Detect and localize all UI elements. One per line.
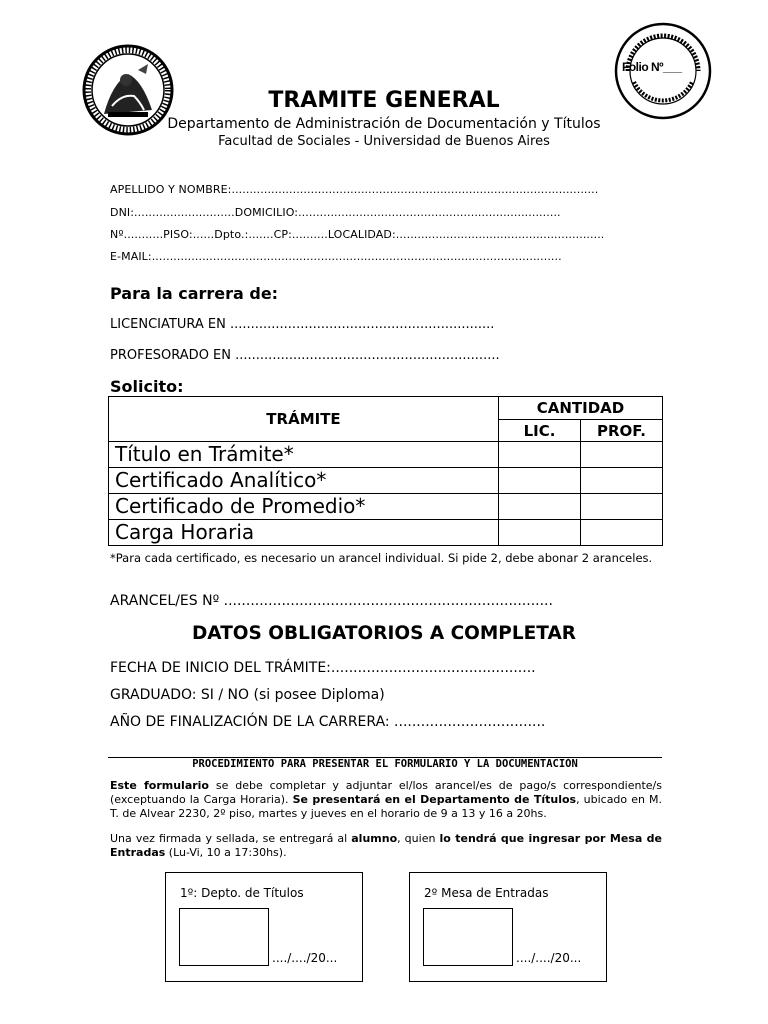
prof-quantity-cell[interactable] (581, 520, 663, 546)
tramite-header: TRÁMITE (109, 397, 499, 442)
page-title: TRAMITE GENERAL (268, 88, 500, 113)
stamp-area[interactable] (179, 908, 269, 966)
email-field[interactable]: E-MAIL:.................................................................................................................. (110, 250, 562, 263)
stamp-date: ..../..../20... (516, 951, 582, 965)
arancel-note: *Para cada certificado, es necesario un arancel individual. Si pide 2, debe abonar 2 aranceles. (110, 551, 653, 565)
carrera-heading: Para la carrera de: (110, 284, 279, 303)
procedimiento-paragraph-2 (110, 832, 662, 860)
text: Una vez firmada y sellada, se entregará al (110, 832, 352, 845)
tramite-table (108, 396, 663, 546)
datos-heading: DATOS OBLIGATORIOS A COMPLETAR (191, 623, 577, 644)
profesorado-field[interactable]: PROFESORADO EN ................................................................ (110, 348, 500, 363)
stamp-box-label: 2º Mesa de Entradas (424, 886, 549, 900)
bold-text: lo tendrá que ingresar por Mesa de Entradas (110, 832, 662, 859)
stamp-date: ..../..../20... (272, 951, 338, 965)
fecha-inicio-field[interactable]: FECHA DE INICIO DEL TRÁMITE:.............................................. (110, 660, 536, 676)
prof-header: PROF. (581, 420, 663, 442)
solicito-heading: Solicito: (110, 377, 184, 396)
direccion-field[interactable]: Nº...........PISO:......Dpto.:.......CP:..........LOCALIDAD:.......................................................... (110, 228, 605, 241)
department-name: Departamento de Administración de Documentación y Títulos (167, 116, 601, 132)
lic-quantity-cell[interactable] (499, 442, 581, 468)
folio-number: Folio Nº___ (622, 60, 682, 74)
tramite-row-label: Carga Horaria (109, 520, 499, 546)
nombre-field[interactable]: APELLIDO Y NOMBRE:...................................................................................................... (110, 183, 599, 196)
bold-text: Este formulario (110, 779, 209, 792)
lic-header: LIC. (499, 420, 581, 442)
stamp-box-label: 1º: Depto. de Títulos (180, 886, 304, 900)
bold-text: Se presentará en el Departamento de Títulos (292, 793, 577, 806)
lic-quantity-cell[interactable] (499, 468, 581, 494)
text: , quien (397, 832, 440, 845)
faculty-name: Facultad de Sociales - Universidad de Buenos Aires (218, 134, 550, 149)
prof-quantity-cell[interactable] (581, 494, 663, 520)
dni-domicilio-field[interactable]: DNI:............................DOMICILIO:......................................................................... (110, 206, 561, 219)
stamp-box-titulos (165, 872, 363, 982)
procedimiento-heading: PROCEDIMIENTO PARA PRESENTAR EL FORMULARIO Y LA DOCUMENTACIÓN (192, 758, 578, 770)
arancel-field[interactable]: ARANCEL/ES Nº .......................................................................... (110, 593, 553, 609)
graduado-field[interactable]: GRADUADO: SI / NO (si posee Diploma) (110, 687, 385, 703)
tramite-row-label: Título en Trámite* (109, 442, 499, 468)
stamp-box-mesa-entradas (409, 872, 607, 982)
text: se debe completar y adjuntar el/los arancel/es de pago/s correspondiente/s (exceptuando la Carga Horaria). (110, 779, 662, 806)
cantidad-header: CANTIDAD (499, 397, 663, 420)
text: (Lu-Vi, 10 a 17:30hs). (165, 846, 287, 859)
procedimiento-paragraph-1 (110, 779, 662, 821)
prof-quantity-cell[interactable] (581, 468, 663, 494)
lic-quantity-cell[interactable] (499, 520, 581, 546)
tramite-row-label: Certificado de Promedio* (109, 494, 499, 520)
anio-finalizacion-field[interactable]: AÑO DE FINALIZACIÓN DE LA CARRERA: .................................. (110, 714, 546, 730)
stamp-area[interactable] (423, 908, 513, 966)
lic-quantity-cell[interactable] (499, 494, 581, 520)
tramite-row-label: Certificado Analítico* (109, 468, 499, 494)
prof-quantity-cell[interactable] (581, 442, 663, 468)
bold-text: alumno (351, 832, 398, 845)
text: , ubicado en M. T. de Alvear 2230, 2º piso, martes y jueves en el horario de 9 a 13 y 16 a 20hs. (110, 793, 662, 820)
licenciatura-field[interactable]: LICENCIATURA EN ................................................................ (110, 317, 495, 332)
